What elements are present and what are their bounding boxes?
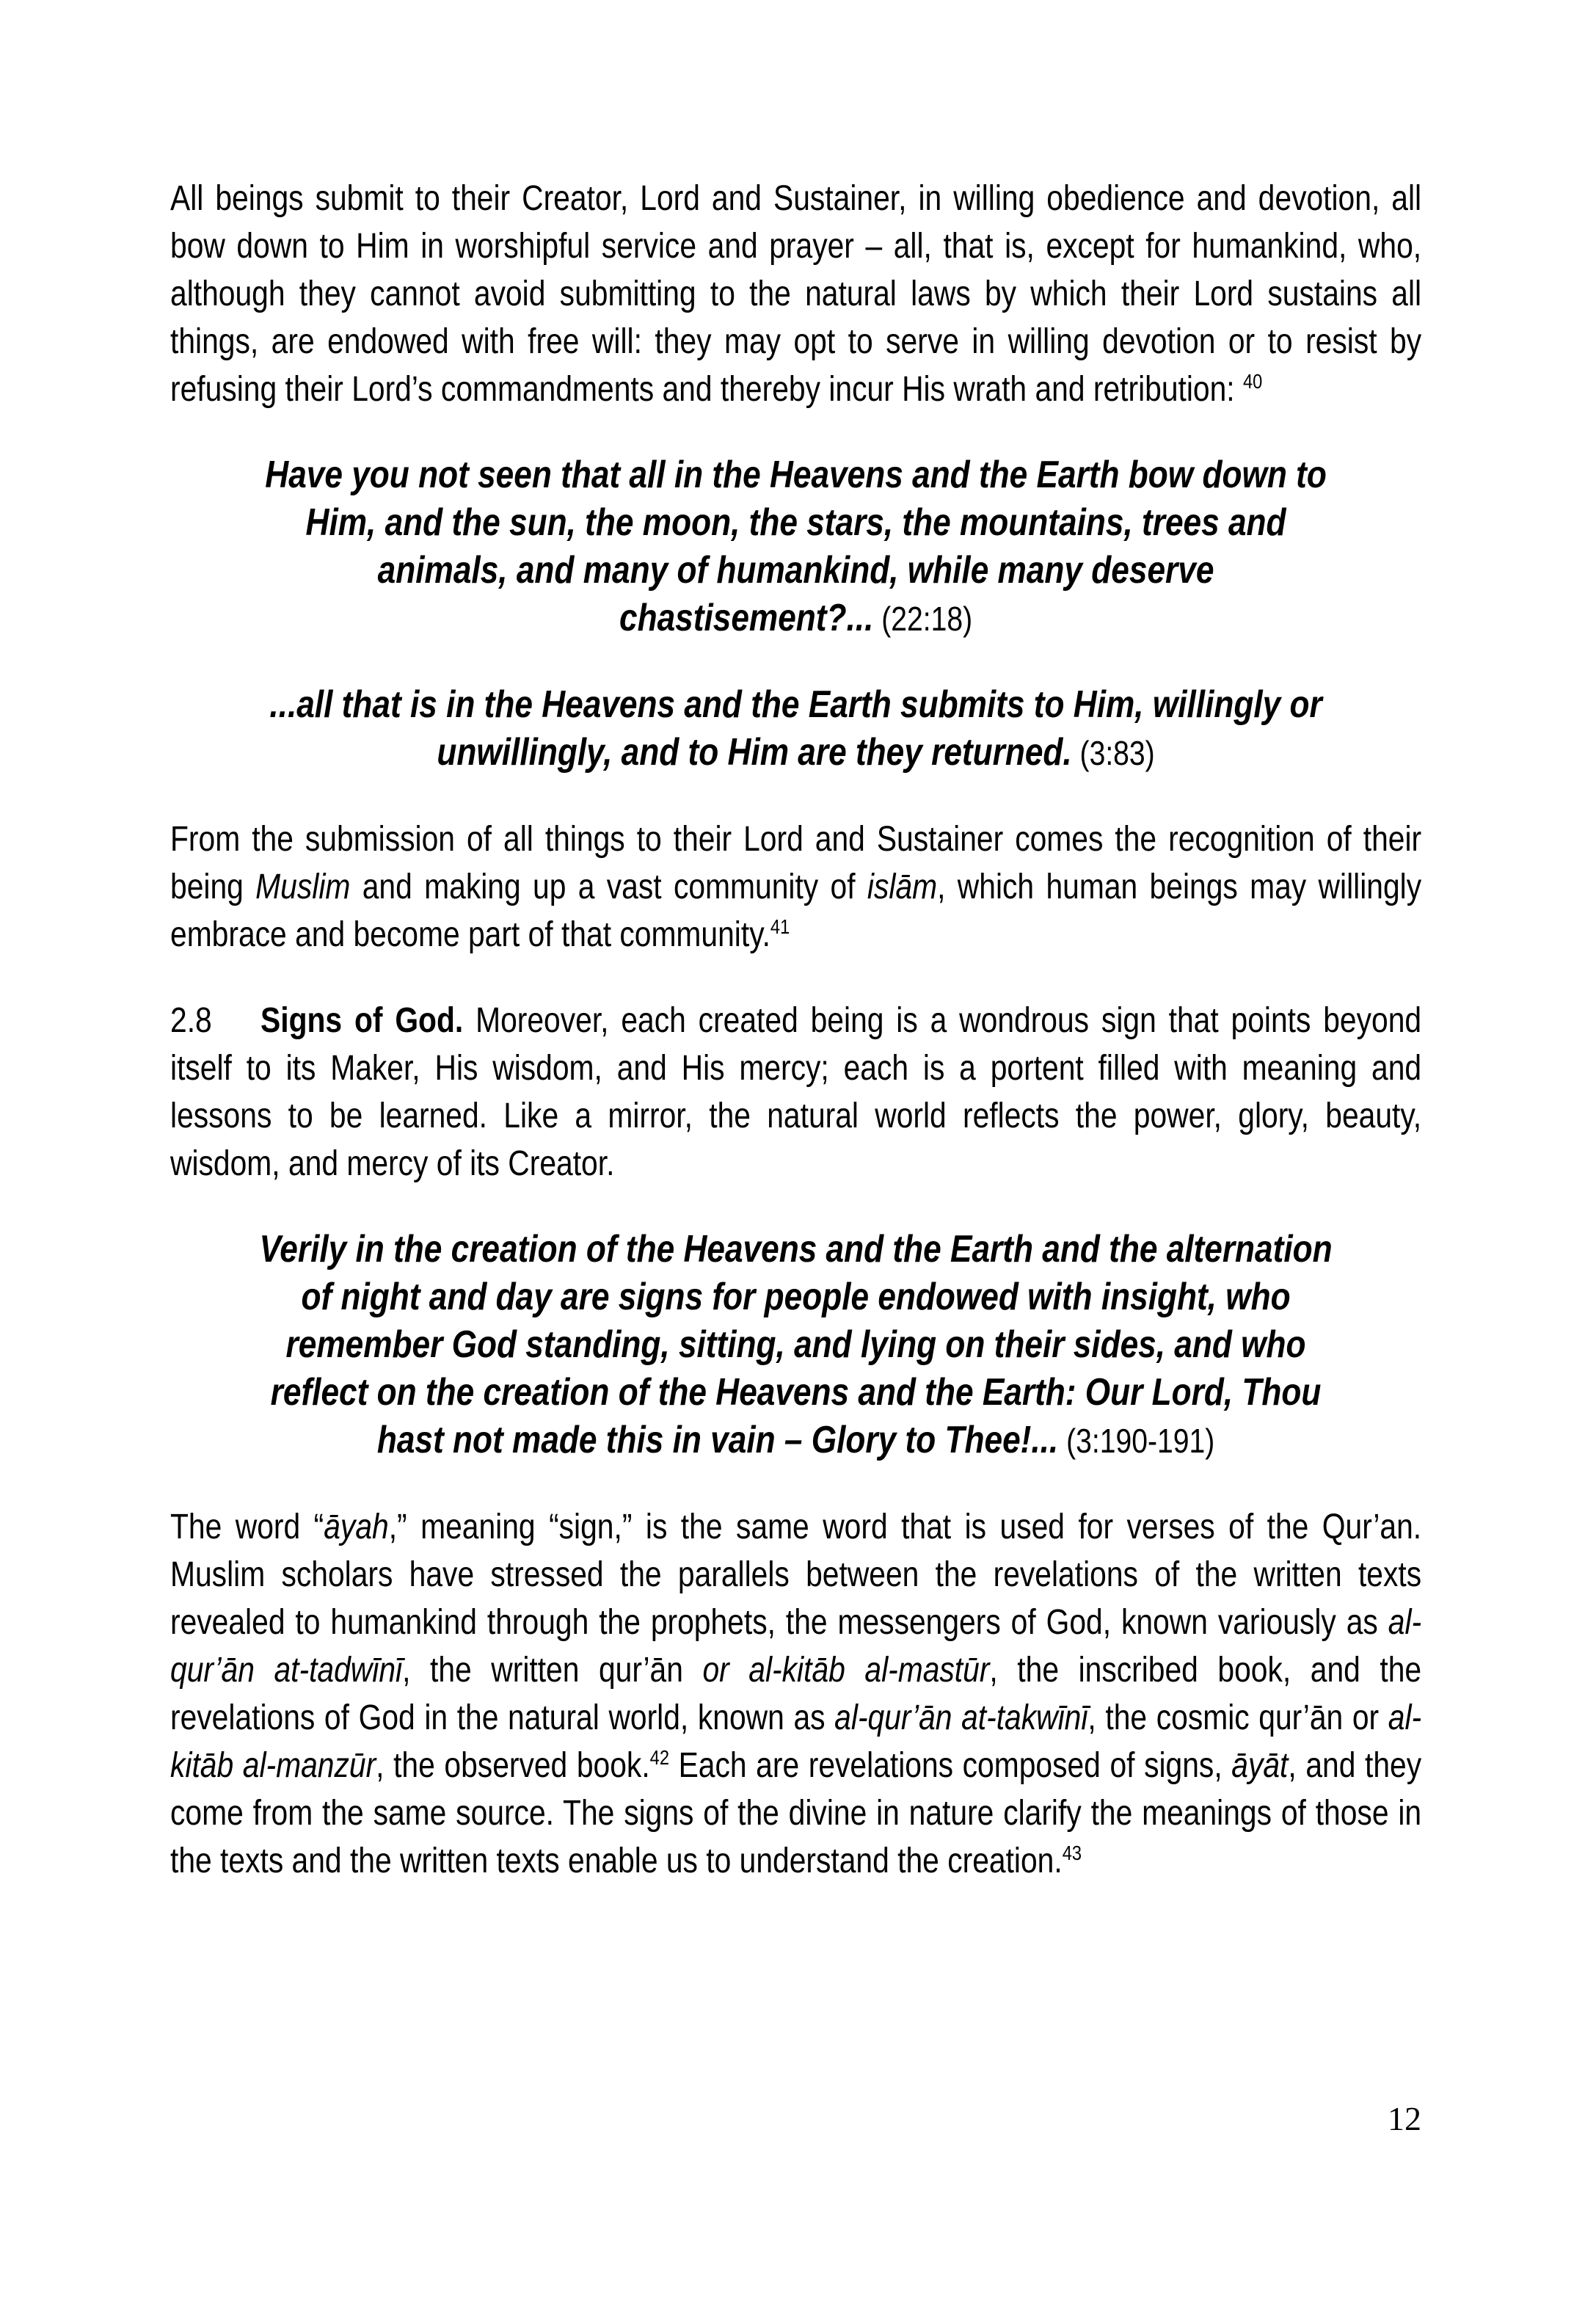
quote-line [170,451,1421,499]
text-run: āyāt [1231,1746,1289,1785]
quote-line [170,1369,1421,1417]
footnote-marker: 43 [1062,1842,1082,1864]
text-run: Signs of God. [260,1001,464,1040]
quran-quote-3-190-191 [170,1226,1421,1465]
text-run: al-kitāb al-manzūr [170,1698,1422,1785]
quote-line [170,729,1421,777]
text-run: (22:18) [873,600,973,638]
text-run: remember God standing, sitting, and lying on their sides, and who [285,1323,1306,1366]
text-run: unwillingly, and to Him are they returned. [437,731,1072,774]
text-run: All beings submit to their Creator, Lord and Sustainer, in willing obedience and devotion, all bow down to Him in worshipful service and prayer – all, that is, except for humankind, who, although they cannot avoid submitting to the natural laws by which their Lord sustains all things, are endowed with free will: they may opt to serve in willing devotion or to resist by refusing their Lord’s commandments and thereby incur His wrath and retribution: [170,179,1422,409]
text-run: al-qur’ān at-tadwīnī [170,1603,1422,1690]
text-run: Moreover, each created being is a wondrous sign that points beyond itself to its Maker, His wisdom, and His mercy; each is a portent filled with meaning and lessons to be learned. Like a mirror, the natural world reflects the power, glory, beauty, wisdom, and mercy of its Creator. [170,1001,1422,1183]
paragraph-from-the-submission [170,815,1421,959]
text-run: or al-kitāb al-mastūr [702,1651,990,1690]
text-run: chastisement?... [619,597,874,639]
text-run: Muslim [255,868,351,906]
section-2-8-signs-of-god [170,997,1421,1188]
text-run: , the cosmic qur’ān or [1087,1698,1388,1737]
quote-line [170,1273,1421,1321]
text-run: of night and day are signs for people endowed with insight, who [301,1276,1291,1318]
text-run: 2.8 [170,1001,212,1040]
text-run: ...all that is in the Heavens and the Earth submits to Him, willingly or [269,683,1322,726]
quote-line [170,1321,1421,1369]
paragraph-the-word-ayah [170,1503,1421,1885]
text-run: and making up a vast community of [350,868,867,906]
quote-line [170,1417,1421,1465]
text-run: Him, and the sun, the moon, the stars, the mountains, trees and [305,501,1286,544]
text-run: , the written qur’ān [402,1651,703,1690]
quran-quote-3-83 [170,681,1421,777]
footnote-marker: 41 [770,915,790,938]
text-run: , the observed book. [376,1746,650,1785]
quote-line [170,595,1421,643]
page-number: 12 [1388,2100,1421,2137]
text-run: , and they come from the same source. The signs of the divine in nature clarify the meanings of those in the texts and the written texts enable us to understand the creation. [170,1746,1422,1880]
footnote-marker: 42 [649,1746,669,1769]
text-run: animals, and many of humankind, while many deserve [377,549,1214,592]
text-run: The word “ [170,1508,324,1546]
text-run: hast not made this in vain – Glory to Thee!... [376,1419,1059,1461]
footnote-marker: 40 [1242,370,1263,393]
text-run: al-qur’ān at-takwīnī [834,1698,1088,1737]
quote-line [170,499,1421,547]
quran-quote-22-18 [170,451,1421,643]
quote-line [170,1226,1421,1273]
text-run: , which human beings may willingly embrace and become part of that community. [170,868,1422,954]
text-run: reflect on the creation of the Heavens and the Earth: Our Lord, Thou [270,1371,1322,1414]
text-run: (3:190-191) [1058,1422,1215,1460]
text-run: (3:83) [1071,734,1155,772]
text-run: āyah [324,1508,389,1546]
paragraph-all-beings-submit [170,175,1421,413]
quote-line [170,547,1421,595]
text-run: Verily in the creation of the Heavens and the Earth and the alternation [259,1228,1333,1270]
text-run: , the inscribed book, and the revelations of God in the natural world, known as [170,1651,1422,1737]
quote-line [170,681,1421,729]
text-run: Have you not seen that all in the Heavens and the Earth bow down to [265,454,1327,496]
text-column [170,175,1421,1923]
text-run: Each are revelations composed of signs, [668,1746,1232,1785]
text-run: islām [867,868,938,906]
text-run: From the submission of all things to their Lord and Sustainer comes the recognition of their being [170,820,1422,906]
text-run: ,” meaning “sign,” is the same word that is used for verses of the Qur’an. Muslim scholars have stressed the parallels between the revelations of the written texts revealed to humankind through the prophets, the messengers of God, known variously as [170,1508,1422,1642]
